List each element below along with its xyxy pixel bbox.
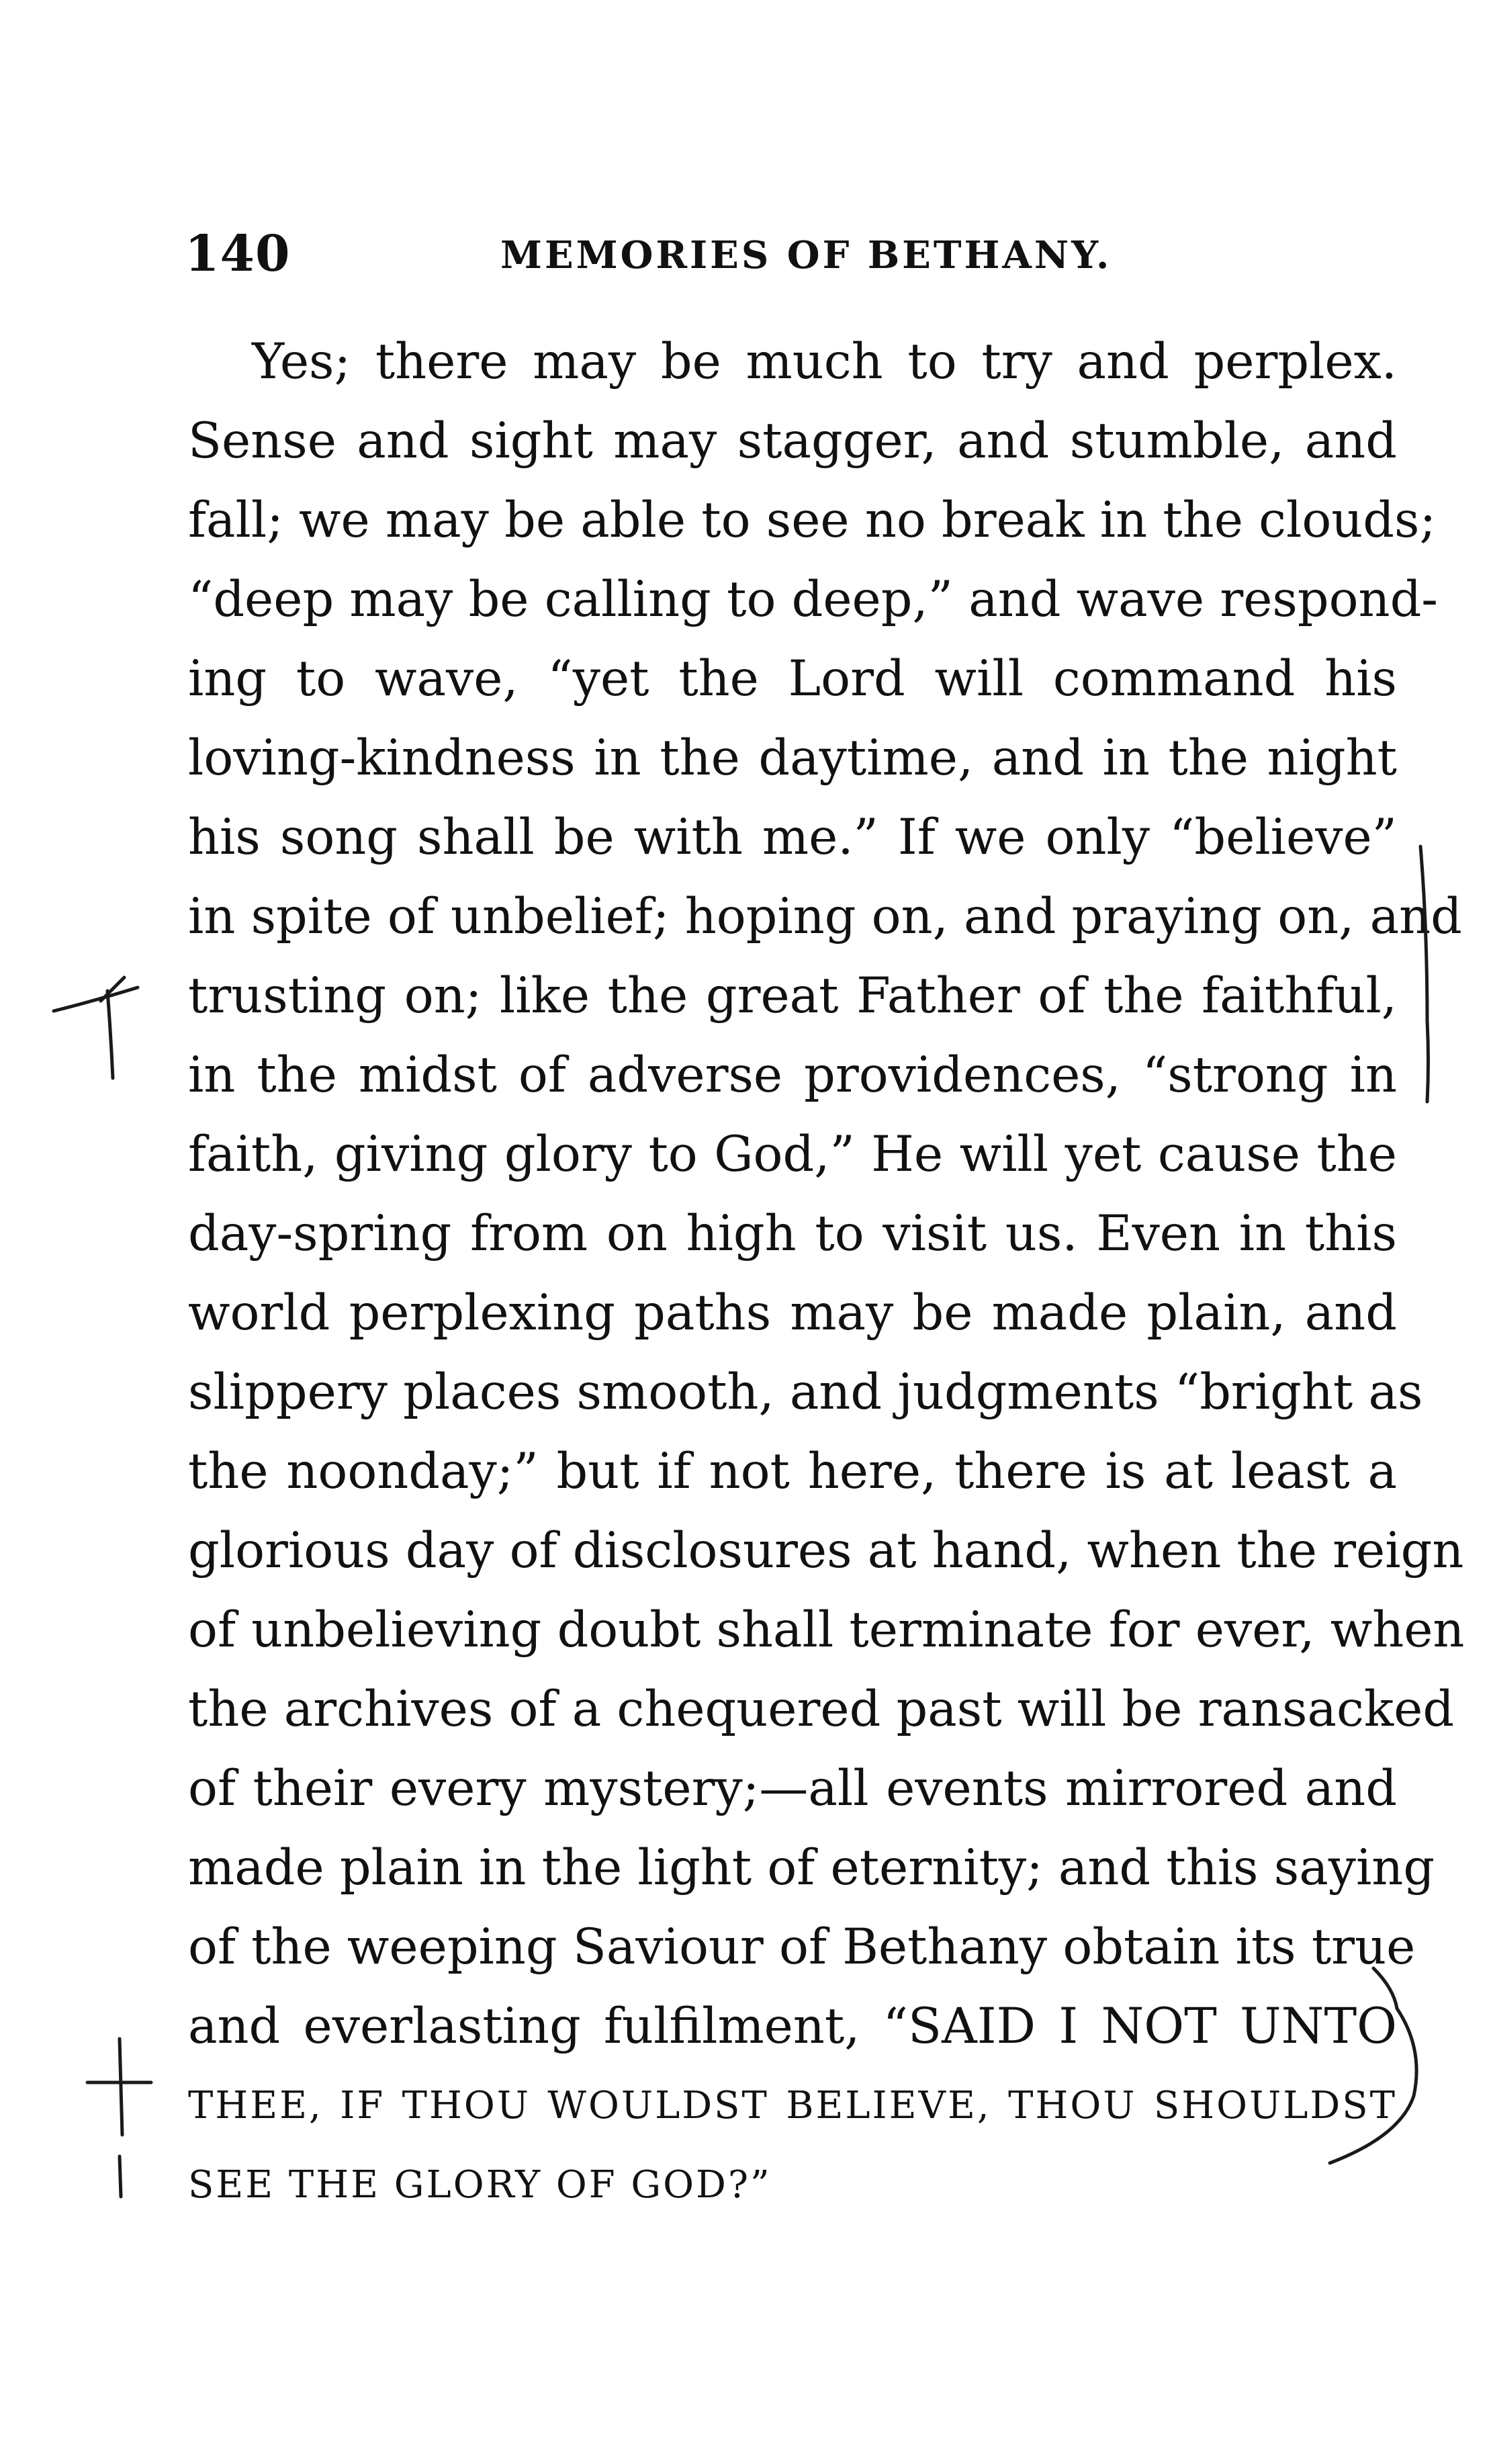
running-title: MEMORIES OF BETHANY. <box>500 233 1112 277</box>
page-number: 140 <box>185 225 291 283</box>
text-line: world perplexing paths may be made plain, and <box>188 1284 1397 1341</box>
text-line: the archives of a chequered past will be ransacked <box>188 1681 1455 1738</box>
text-line: his song shall be with me.” If we only “believe” <box>188 809 1397 866</box>
text-line: of unbelieving doubt shall terminate for ever, when <box>188 1601 1465 1659</box>
text-line: of their every mystery;—all events mirrored and <box>188 1760 1397 1817</box>
text-line: THEE, IF THOU WOULDST BELIEVE, THOU SHOULDST <box>188 2084 1397 2127</box>
text-line: trusting on; like the great Father of the faithful, <box>188 967 1397 1024</box>
text-line: of the weeping Saviour of Bethany obtain its true <box>188 1919 1416 1976</box>
text-line: slippery places smooth, and judgments “bright as <box>188 1364 1423 1421</box>
text-line: in the midst of adverse providences, “strong in <box>188 1047 1397 1104</box>
cross-icon <box>54 977 138 1078</box>
bracket-icon <box>1420 846 1429 1102</box>
text-line: glorious day of disclosures at hand, when the reign <box>188 1522 1464 1579</box>
text-line: “deep may be calling to deep,” and wave respond- <box>188 571 1438 628</box>
text-line: in spite of unbelief; hoping on, and praying on, and <box>188 888 1462 945</box>
text-line: ing to wave, “yet the Lord will command his <box>188 650 1397 707</box>
text-line: made plain in the light of eternity; and this saying <box>188 1839 1435 1896</box>
running-head <box>185 225 1394 292</box>
text-line: Yes; there may be much to try and perplex. <box>252 333 1397 390</box>
text-line: Sense and sight may stagger, and stumble, and <box>188 412 1397 470</box>
body-text <box>188 322 1465 2225</box>
text-line: fall; we may be able to see no break in the clouds; <box>188 492 1437 549</box>
text-line: day-spring from on high to visit us. Even in this <box>188 1205 1397 1262</box>
text-line: the noonday;” but if not here, there is at least a <box>188 1443 1397 1500</box>
text-line: faith, giving glory to God,” He will yet cause the <box>188 1126 1397 1183</box>
text-line: and everlasting fulfilment, “SAID I NOT UNTO <box>188 1998 1397 2055</box>
text-line: loving-kindness in the daytime, and in the night <box>188 730 1397 787</box>
cross-icon <box>87 2039 151 2197</box>
text-line: SEE THE GLORY OF GOD?” <box>188 2163 772 2207</box>
